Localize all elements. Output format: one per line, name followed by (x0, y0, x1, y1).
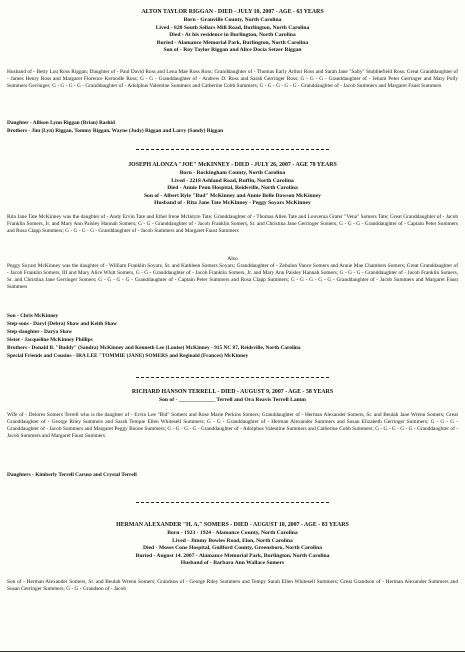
herman-husband-of: Husband of - Barbara Ann Wallace Somers (180, 560, 285, 566)
joseph-died: Died - Annie Penn Hospital, Reidsville, North Carolina (167, 185, 298, 191)
joseph-sister: Sister - Jacqueline McKinney Phillips (7, 337, 93, 343)
section-separator (136, 502, 329, 503)
alton-title: ALTON TAYLOR RIGGAN - DIED - JULY 10, 2007 - AGE - 63 YEARS (141, 9, 324, 15)
alton-brothers: Brothers - Jim (Lyn) Riggan, Tommy Riggan, Wayne (Judy) Riggan and Larry (Sandy) Riggan (7, 128, 224, 134)
alton-family-paragraph: Husband of - Betty Lou Ross Riggan; Daughter of - Paul David Ross and Lena Mae Ross Ross; Granddaughter of - Thomas Early Arthur Ross and Sarah Jane "Sally" Stubblefield Ross; Great Granddaughter of - James Henry Ross and Margaret Florence Kernodle Ross; G - G - Granddaughter of - Andrew D. Ross and Sarah Gerringer Ross; G - G - G - Granddaughter of - Jehum Peter Gerringer and Mary Polly Summers Gerringer; G - G - G - G - Granddaughter of - Adolphus Valentine Summers and Catherine Cobb Summers; G - G - G - G - G - Granddaughter of - Jacob Summers and Margaret Faust Summers (7, 69, 458, 90)
alton-born: Born - Granville County, North Carolina (183, 17, 282, 23)
herman-family-paragraph: Son of - Herman Alexander Somers, Sr. and Beulah Wrenn Somers; Grandson of - George Riley Summers and Tempy Sarah Ellen Whitesell Summers; Great Grandson of - Herman Alexander Summers and Susan Gerringer Summers; G - G - Grandson of - Jacob (7, 579, 458, 593)
herman-buried: Buried - August 14. 2007 - Alamance Memorial Park, Burlington, North Carolina (135, 552, 330, 559)
alton-buried: Buried - Alamance Memorial Park, Burlington, North Carolina (156, 39, 309, 46)
herman-lived: Lived - Jimmy Bowles Road, Elon, North Carolina (172, 537, 293, 544)
joseph-peggy-paragraph: Peggy Soyars McKinney was the daughter of - William Franklin Soyars, Sr. and Kathleen Somers Soyars; Granddaughter of - Zebulon Vance Somers and Annie Mae Chambers Somers; Great Granddaughter of - Jacob Franklin Somers, III and Mary Alice Whitt Somers, G - G - Granddaughter of - Jacob Franklin Somers, Jr. and Mary Ann Paisley Hannah Somers; G - G - G - Granddaughter of - Jacob Franklin Somers, Sr. and Christina Jane Gerringer Somers; G - G - G - G - Granddaughter of - Captain Peter Summers and Rosa Clapp Summers; G - G - G - G - G - Granddaughter of - Jacob Summers and Margaret Faust Summers (7, 263, 458, 291)
joseph-rita-paragraph: Rita Jane Tate McKinney was the daughter of - Andy Ervin Tate and Ethel Irene McIntyre Tate; Granddaughter of - Thomas Allen Tate and Louvenia Grater "Vena" Somers Tate; Great Granddaughter of - Jacob Franklin Somers, Jr. and Mary Ann Paisley Hannah Somers; G - G - Granddaughter of - Jacob Franklin Somers, Sr. and Christina Jane Gerringer Somers; G - G - G - Granddaughter of - Captain Peter Summers and Rosa Clapp Summers; G - G - G - G - Granddaughter of - Jacob Summers and Margaret Faust Summers (7, 214, 458, 235)
herman-title: HERMAN ALEXANDER "H. A." SOMERS - DIED - AUGUST 10, 2007 - AGE - 83 YEARS (116, 522, 349, 528)
joseph-lived: Lived - 2218 Ashland Road, Ruffin, North Carolina (171, 177, 294, 184)
alton-son-of: Son of - Roy Taylor Riggan and Alice Docia Setzer Riggan (163, 47, 302, 53)
joseph-stepdaughter: Step-daughter - Darya Shaw (7, 329, 73, 335)
bottom-edge-rule (0, 651, 465, 652)
joseph-stepsons: Step-sons - Daryl (Debra) Shaw and Keith Shaw (7, 321, 118, 327)
alton-daughter: Daughter - Allison Lynn Riggan (Brian) Rashid (7, 120, 115, 126)
section-separator (136, 149, 329, 150)
joseph-also: Also (227, 256, 238, 262)
richard-daughters: Daughters - Kimberly Terrell Caruso and Crystal Terrell (7, 472, 137, 478)
joseph-husband-of: Husband of - Rita Jane Tate McKinney - Peggy Soyars McKinney (154, 200, 311, 206)
joseph-friends: Special Friends and Cousins - IRA LEE "TOMMIE (JANE) SOMERS and Reginald (Frances) McKinney (7, 353, 249, 359)
richard-family-paragraph: Wife of - Delores Somers Terrell who is the daughter of - Ervin Lee "Bid" Somers and Rose Marie Perkins Somers; Granddaughter of - Herman Alexander Somers, Sr. and Beulah Jane Wrenn Somers; Great Granddaughter of - George Riley Summers and Sarah Tempie Ellen Whitesell Summers; G - G - Granddaughter of - Herman Alexander Summers and Susan Elizabeth Gerringer Summers; G - G - G - Granddaughter of - Jacob Summers and Margaret Peggy Boone Summers; G - G - G - G - Granddaughter of - Adolphus Valentine Summers and Catherine Cobb Summers; G - G - G - G - G - Granddaughter of - Jacob Summers and Margaret Faust Summers (7, 412, 458, 440)
herman-born: Born - 1923 - 1924 - Alamance County, North Carolina (167, 530, 298, 536)
joseph-born: Born - Rockingham County, North Carolina (179, 170, 286, 176)
joseph-title: JOSEPH ALONZA "JOE" McKINNEY - DIED - JULY 26, 2007 - AGE 78 YEARS (128, 162, 337, 168)
alton-died: Died - At his residence in Burlington, North Carolina (169, 32, 296, 38)
joseph-son-of: Son of - Albert Ryle "Bud" McKinney and Annie Belle Dawson McKinney (143, 192, 322, 199)
alton-lived: Lived - 820 South Sellars Mill Road, Burlington, North Carolina (155, 24, 310, 31)
joseph-son: Son - Chris McKinney (7, 313, 59, 319)
joseph-brothers: Brothers - Donald B. "Buddy" (Sandra) McKinney and Kenneth Lee (Louise) McKinney - 915 NC 87, Reidsville, North Carolina (7, 345, 301, 351)
richard-title: RICHARD HANSON TERRELL - DIED - AUGUST 9, 2007 - AGE - 58 YEARS (131, 389, 334, 395)
section-separator (136, 377, 329, 378)
richard-son-of: Son of - _____________ Terrell and Ora Reavis Terrell Lamm (159, 397, 306, 403)
herman-died: Died - Moses Cone Hospital, Guilford County, Greensboro, North Carolina (142, 545, 322, 551)
